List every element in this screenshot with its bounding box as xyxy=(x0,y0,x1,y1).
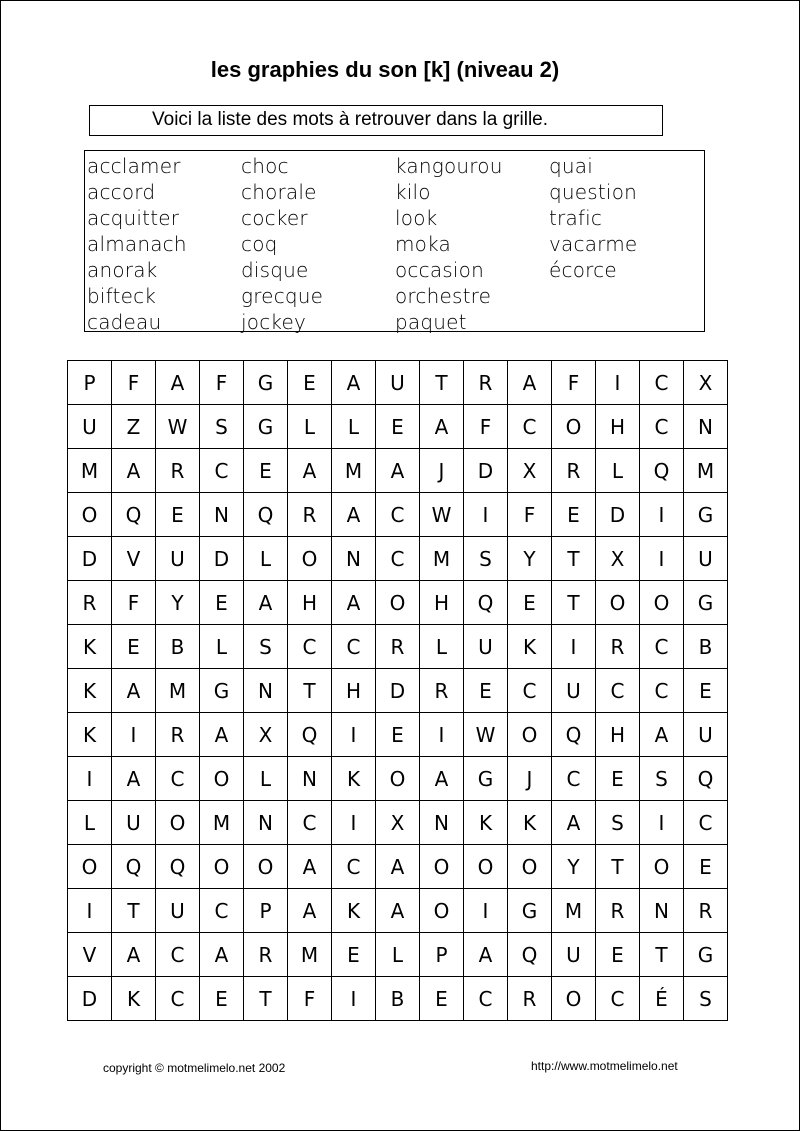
grid-cell[interactable]: P xyxy=(244,889,288,933)
grid-cell[interactable]: U xyxy=(376,361,420,405)
grid-cell[interactable]: I xyxy=(112,713,156,757)
grid-row xyxy=(68,713,728,757)
grid-cell[interactable]: O xyxy=(376,757,420,801)
grid-cell[interactable]: R xyxy=(596,625,640,669)
grid-cell[interactable]: A xyxy=(332,361,376,405)
grid-cell[interactable]: I xyxy=(464,493,508,537)
grid-cell[interactable]: L xyxy=(596,449,640,493)
grid-cell[interactable]: U xyxy=(464,625,508,669)
grid-cell[interactable]: N xyxy=(684,405,728,449)
grid-cell[interactable]: B xyxy=(156,625,200,669)
grid-cell[interactable]: S xyxy=(244,625,288,669)
grid-cell[interactable]: U xyxy=(112,801,156,845)
grid-cell[interactable]: M xyxy=(420,537,464,581)
grid-cell[interactable]: O xyxy=(508,845,552,889)
grid-cell[interactable]: C xyxy=(288,801,332,845)
grid-cell[interactable]: A xyxy=(332,493,376,537)
grid-cell[interactable]: C xyxy=(156,977,200,1021)
grid-cell[interactable]: P xyxy=(420,933,464,977)
grid-cell[interactable]: O xyxy=(508,713,552,757)
word-column-4 xyxy=(549,153,637,283)
word-item: cadeau xyxy=(87,310,162,334)
grid-cell[interactable]: O xyxy=(200,845,244,889)
grid-cell[interactable]: C xyxy=(200,889,244,933)
grid-cell[interactable]: B xyxy=(376,977,420,1021)
word-item: moka xyxy=(395,232,452,256)
grid-cell[interactable]: E xyxy=(200,977,244,1021)
grid-cell[interactable]: Z xyxy=(112,405,156,449)
grid-cell[interactable]: E xyxy=(156,493,200,537)
letter-grid xyxy=(67,360,728,1021)
grid-cell[interactable]: D xyxy=(68,977,112,1021)
grid-cell[interactable]: K xyxy=(112,977,156,1021)
grid-cell[interactable]: C xyxy=(596,977,640,1021)
grid-cell[interactable]: I xyxy=(332,801,376,845)
grid-row xyxy=(68,669,728,713)
grid-cell[interactable]: X xyxy=(596,537,640,581)
grid-cell[interactable]: C xyxy=(640,625,684,669)
website-url: http://www.motmelimelo.net xyxy=(531,1059,678,1073)
grid-cell[interactable]: D xyxy=(200,537,244,581)
grid-cell[interactable]: E xyxy=(684,845,728,889)
grid-cell[interactable]: A xyxy=(420,405,464,449)
word-item: bifteck xyxy=(87,284,157,308)
grid-cell[interactable]: Q xyxy=(156,845,200,889)
grid-cell[interactable]: P xyxy=(68,361,112,405)
word-item: kangourou xyxy=(395,154,503,178)
grid-cell[interactable]: E xyxy=(332,933,376,977)
grid-cell[interactable]: S xyxy=(464,537,508,581)
word-item: kilo xyxy=(395,180,431,204)
grid-cell[interactable]: U xyxy=(684,713,728,757)
grid-cell[interactable]: Q xyxy=(244,493,288,537)
grid-cell[interactable]: A xyxy=(508,361,552,405)
grid-cell[interactable]: L xyxy=(420,625,464,669)
grid-cell[interactable]: C xyxy=(288,625,332,669)
grid-cell[interactable]: N xyxy=(244,801,288,845)
grid-cell[interactable]: O xyxy=(420,845,464,889)
grid-cell[interactable]: H xyxy=(288,581,332,625)
grid-cell[interactable]: Q xyxy=(508,933,552,977)
grid-cell[interactable]: R xyxy=(420,669,464,713)
grid-cell[interactable]: F xyxy=(112,581,156,625)
grid-cell[interactable]: O xyxy=(640,845,684,889)
grid-cell[interactable]: E xyxy=(288,361,332,405)
word-item: acquitter xyxy=(87,206,180,230)
grid-cell[interactable]: I xyxy=(332,977,376,1021)
grid-cell[interactable]: R xyxy=(156,713,200,757)
grid-cell[interactable]: K xyxy=(68,625,112,669)
grid-cell[interactable]: O xyxy=(68,845,112,889)
grid-cell[interactable]: C xyxy=(508,405,552,449)
grid-cell[interactable]: E xyxy=(596,933,640,977)
grid-row xyxy=(68,977,728,1021)
grid-cell[interactable]: Q xyxy=(640,449,684,493)
grid-cell[interactable]: M xyxy=(332,449,376,493)
grid-cell[interactable]: C xyxy=(332,625,376,669)
grid-cell[interactable]: K xyxy=(68,713,112,757)
grid-cell[interactable]: Q xyxy=(288,713,332,757)
grid-cell[interactable]: G xyxy=(244,405,288,449)
grid-cell[interactable]: A xyxy=(552,801,596,845)
grid-cell[interactable]: E xyxy=(376,713,420,757)
grid-cell[interactable]: A xyxy=(376,845,420,889)
grid-cell[interactable]: D xyxy=(376,669,420,713)
grid-cell[interactable]: Q xyxy=(112,493,156,537)
grid-cell[interactable]: N xyxy=(200,493,244,537)
grid-cell[interactable]: O xyxy=(552,405,596,449)
word-column-3 xyxy=(395,153,503,335)
grid-row xyxy=(68,581,728,625)
grid-cell[interactable]: G xyxy=(684,581,728,625)
grid-cell[interactable]: G xyxy=(464,757,508,801)
grid-cell[interactable]: I xyxy=(420,713,464,757)
grid-cell[interactable]: R xyxy=(684,889,728,933)
grid-cell[interactable]: U xyxy=(68,405,112,449)
grid-cell[interactable]: T xyxy=(552,537,596,581)
word-column-2 xyxy=(241,153,323,335)
grid-cell[interactable]: E xyxy=(376,405,420,449)
grid-cell[interactable]: F xyxy=(112,361,156,405)
grid-cell[interactable]: G xyxy=(684,933,728,977)
grid-cell[interactable]: R xyxy=(464,361,508,405)
grid-cell[interactable]: Q xyxy=(552,713,596,757)
grid-cell[interactable]: I xyxy=(640,801,684,845)
grid-cell[interactable]: F xyxy=(464,405,508,449)
grid-cell[interactable]: S xyxy=(684,977,728,1021)
grid-cell[interactable]: A xyxy=(112,669,156,713)
grid-cell[interactable]: C xyxy=(640,361,684,405)
grid-cell[interactable]: A xyxy=(376,449,420,493)
grid-cell[interactable]: K xyxy=(508,625,552,669)
grid-cell[interactable]: T xyxy=(288,669,332,713)
grid-cell[interactable]: S xyxy=(200,405,244,449)
grid-cell[interactable]: B xyxy=(684,625,728,669)
grid-cell[interactable]: K xyxy=(508,801,552,845)
grid-row xyxy=(68,537,728,581)
grid-cell[interactable]: H xyxy=(596,405,640,449)
word-item: orchestre xyxy=(395,284,492,308)
grid-cell[interactable]: R xyxy=(596,889,640,933)
grid-cell[interactable]: M xyxy=(156,669,200,713)
grid-cell[interactable]: C xyxy=(640,669,684,713)
word-item: chorale xyxy=(241,180,317,204)
grid-row xyxy=(68,449,728,493)
grid-cell[interactable]: U xyxy=(156,889,200,933)
grid-cell[interactable]: H xyxy=(420,581,464,625)
grid-cell[interactable]: J xyxy=(508,757,552,801)
word-item: grecque xyxy=(241,284,324,308)
page-title: les graphies du son [k] (niveau 2) xyxy=(210,57,560,82)
grid-cell[interactable]: W xyxy=(420,493,464,537)
grid-cell[interactable]: M xyxy=(68,449,112,493)
grid-cell[interactable]: A xyxy=(200,933,244,977)
grid-row xyxy=(68,625,728,669)
grid-cell[interactable]: T xyxy=(640,933,684,977)
grid-cell[interactable]: Y xyxy=(552,845,596,889)
grid-row xyxy=(68,845,728,889)
word-item: écorce xyxy=(549,258,617,282)
grid-cell[interactable]: T xyxy=(596,845,640,889)
grid-cell[interactable]: U xyxy=(552,933,596,977)
word-item: cocker xyxy=(241,206,308,230)
grid-cell[interactable]: E xyxy=(200,581,244,625)
instruction-box xyxy=(89,105,663,136)
grid-cell[interactable]: W xyxy=(464,713,508,757)
grid-cell[interactable]: T xyxy=(420,361,464,405)
grid-cell[interactable]: S xyxy=(596,801,640,845)
grid-cell[interactable]: U xyxy=(156,537,200,581)
grid-cell[interactable]: H xyxy=(332,669,376,713)
grid-cell[interactable]: X xyxy=(244,713,288,757)
grid-cell[interactable]: E xyxy=(552,493,596,537)
grid-cell[interactable]: E xyxy=(464,669,508,713)
grid-cell[interactable]: I xyxy=(464,889,508,933)
grid-cell[interactable]: I xyxy=(68,889,112,933)
word-item: quai xyxy=(549,154,593,178)
grid-cell[interactable]: E xyxy=(244,449,288,493)
grid-cell[interactable]: C xyxy=(596,669,640,713)
grid-cell[interactable]: Q xyxy=(684,757,728,801)
word-item: occasion xyxy=(395,258,484,282)
grid-cell[interactable]: A xyxy=(112,757,156,801)
grid-cell[interactable]: A xyxy=(244,581,288,625)
copyright-text: copyright © motmelimelo.net 2002 xyxy=(103,1061,286,1075)
grid-cell[interactable]: A xyxy=(288,889,332,933)
grid-cell[interactable]: O xyxy=(200,757,244,801)
grid-cell[interactable]: L xyxy=(244,757,288,801)
grid-cell[interactable]: N xyxy=(332,537,376,581)
grid-cell[interactable]: D xyxy=(68,537,112,581)
grid-row xyxy=(68,493,728,537)
grid-cell[interactable]: A xyxy=(376,889,420,933)
word-item: paquet xyxy=(395,310,467,334)
grid-cell[interactable]: R xyxy=(508,977,552,1021)
grid-cell[interactable]: W xyxy=(156,405,200,449)
grid-cell[interactable]: F xyxy=(200,361,244,405)
grid-cell[interactable]: L xyxy=(332,405,376,449)
grid-cell[interactable]: K xyxy=(332,889,376,933)
grid-cell[interactable]: C xyxy=(640,405,684,449)
grid-cell[interactable]: U xyxy=(552,669,596,713)
grid-cell[interactable]: O xyxy=(552,977,596,1021)
grid-cell[interactable]: A xyxy=(464,933,508,977)
grid-cell[interactable]: A xyxy=(112,933,156,977)
grid-cell[interactable]: N xyxy=(420,801,464,845)
grid-cell[interactable]: K xyxy=(332,757,376,801)
grid-cell[interactable]: C xyxy=(508,669,552,713)
grid-cell[interactable]: D xyxy=(464,449,508,493)
grid-cell[interactable]: N xyxy=(244,669,288,713)
grid-cell[interactable]: H xyxy=(596,713,640,757)
grid-cell[interactable]: E xyxy=(508,581,552,625)
grid-cell[interactable]: N xyxy=(288,757,332,801)
word-item: choc xyxy=(241,154,289,178)
grid-cell[interactable]: I xyxy=(640,537,684,581)
grid-cell[interactable]: R xyxy=(68,581,112,625)
grid-row xyxy=(68,405,728,449)
grid-cell[interactable]: X xyxy=(376,801,420,845)
grid-cell[interactable]: O xyxy=(156,801,200,845)
grid-cell[interactable]: S xyxy=(640,757,684,801)
grid-cell[interactable]: Y xyxy=(508,537,552,581)
grid-cell[interactable]: É xyxy=(640,977,684,1021)
word-item: almanach xyxy=(87,232,187,256)
grid-cell[interactable]: F xyxy=(288,977,332,1021)
grid-cell[interactable]: A xyxy=(288,449,332,493)
grid-cell[interactable]: E xyxy=(596,757,640,801)
grid-cell[interactable]: G xyxy=(508,889,552,933)
word-item: anorak xyxy=(87,258,158,282)
grid-cell[interactable]: A xyxy=(288,845,332,889)
grid-cell[interactable]: L xyxy=(244,537,288,581)
grid-cell[interactable]: A xyxy=(420,757,464,801)
grid-cell[interactable]: K xyxy=(464,801,508,845)
grid-cell[interactable]: C xyxy=(552,757,596,801)
grid-cell[interactable]: R xyxy=(376,625,420,669)
grid-row xyxy=(68,801,728,845)
grid-cell[interactable]: G xyxy=(244,361,288,405)
word-item: jockey xyxy=(241,310,306,334)
grid-cell[interactable]: Q xyxy=(112,845,156,889)
word-item: acclamer xyxy=(87,154,181,178)
grid-cell[interactable]: I xyxy=(596,361,640,405)
grid-cell[interactable]: L xyxy=(288,405,332,449)
grid-cell[interactable]: O xyxy=(68,493,112,537)
grid-cell[interactable]: Q xyxy=(464,581,508,625)
grid-cell[interactable]: I xyxy=(332,713,376,757)
word-item: vacarme xyxy=(549,232,638,256)
grid-cell[interactable]: T xyxy=(552,581,596,625)
word-item: question xyxy=(549,180,638,204)
grid-cell[interactable]: X xyxy=(508,449,552,493)
grid-cell[interactable]: R xyxy=(288,493,332,537)
grid-cell[interactable]: G xyxy=(200,669,244,713)
grid-cell[interactable]: I xyxy=(68,757,112,801)
grid-cell[interactable]: M xyxy=(288,933,332,977)
word-list-box xyxy=(84,150,705,332)
word-item: disque xyxy=(241,258,309,282)
word-item: coq xyxy=(241,232,278,256)
grid-cell[interactable]: O xyxy=(376,581,420,625)
grid-cell[interactable]: A xyxy=(332,581,376,625)
grid-cell[interactable]: C xyxy=(464,977,508,1021)
grid-row xyxy=(68,933,728,977)
word-column-1 xyxy=(87,153,187,335)
grid-cell[interactable]: C xyxy=(200,449,244,493)
grid-cell[interactable]: C xyxy=(684,801,728,845)
grid-cell[interactable]: R xyxy=(552,449,596,493)
word-item: look xyxy=(395,206,438,230)
grid-cell[interactable]: A xyxy=(156,361,200,405)
grid-cell[interactable]: L xyxy=(376,933,420,977)
grid-cell[interactable]: C xyxy=(156,933,200,977)
grid-cell[interactable]: M xyxy=(684,449,728,493)
grid-cell[interactable]: D xyxy=(596,493,640,537)
grid-cell[interactable]: A xyxy=(200,713,244,757)
grid-cell[interactable]: L xyxy=(68,801,112,845)
grid-cell[interactable]: F xyxy=(552,361,596,405)
grid-row xyxy=(68,361,728,405)
grid-cell[interactable]: E xyxy=(420,977,464,1021)
grid-cell[interactable]: G xyxy=(684,493,728,537)
grid-cell[interactable]: V xyxy=(68,933,112,977)
grid-cell[interactable]: X xyxy=(684,361,728,405)
grid-cell[interactable]: M xyxy=(552,889,596,933)
word-item: trafic xyxy=(549,206,603,230)
grid-cell[interactable]: J xyxy=(420,449,464,493)
grid-cell[interactable]: L xyxy=(200,625,244,669)
instruction-text: Voici la liste des mots à retrouver dans la grille. xyxy=(152,109,549,130)
grid-cell[interactable]: O xyxy=(596,581,640,625)
grid-cell[interactable]: C xyxy=(376,537,420,581)
grid-cell[interactable]: T xyxy=(244,977,288,1021)
grid-cell[interactable]: E xyxy=(112,625,156,669)
grid-cell[interactable]: O xyxy=(640,581,684,625)
grid-cell[interactable]: V xyxy=(112,537,156,581)
grid-cell[interactable]: N xyxy=(640,889,684,933)
grid-cell[interactable]: F xyxy=(508,493,552,537)
grid-cell[interactable]: O xyxy=(244,845,288,889)
grid-cell[interactable]: K xyxy=(68,669,112,713)
grid-cell[interactable]: E xyxy=(684,669,728,713)
grid-cell[interactable]: M xyxy=(200,801,244,845)
grid-row xyxy=(68,757,728,801)
grid-row xyxy=(68,889,728,933)
grid-cell[interactable]: C xyxy=(156,757,200,801)
grid-cell[interactable]: A xyxy=(640,713,684,757)
grid-cell[interactable]: O xyxy=(288,537,332,581)
grid-cell[interactable]: R xyxy=(156,449,200,493)
grid-cell[interactable]: A xyxy=(112,449,156,493)
grid-cell[interactable]: O xyxy=(420,889,464,933)
grid-cell[interactable]: I xyxy=(640,493,684,537)
grid-cell[interactable]: C xyxy=(332,845,376,889)
word-item: accord xyxy=(87,180,156,204)
grid-cell[interactable]: U xyxy=(684,537,728,581)
grid-cell[interactable]: C xyxy=(376,493,420,537)
grid-cell[interactable]: Y xyxy=(156,581,200,625)
grid-cell[interactable]: T xyxy=(112,889,156,933)
grid-cell[interactable]: R xyxy=(244,933,288,977)
grid-cell[interactable]: O xyxy=(464,845,508,889)
grid-cell[interactable]: I xyxy=(552,625,596,669)
